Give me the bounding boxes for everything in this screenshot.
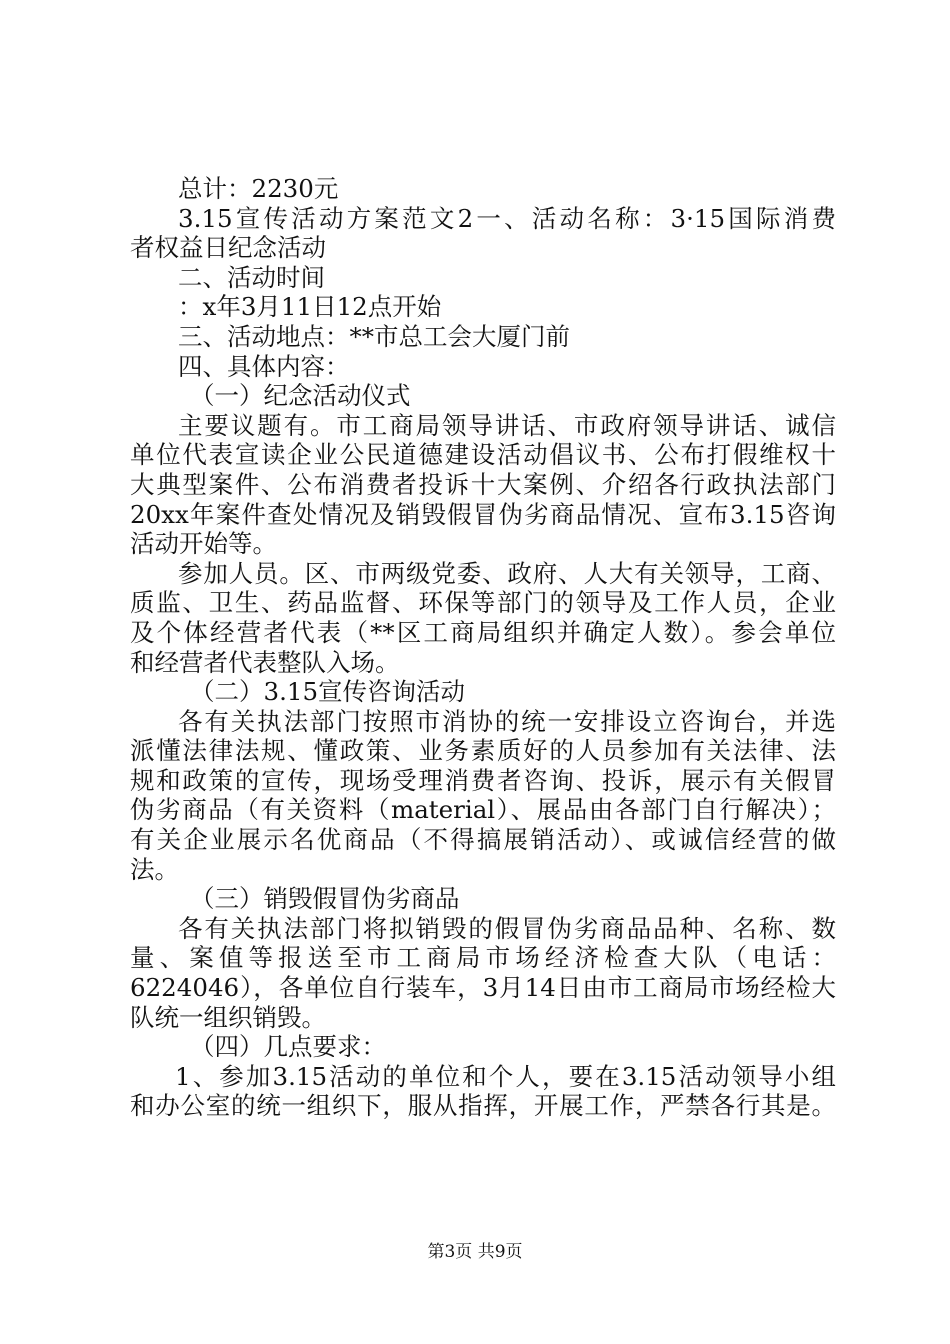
text-line: 派懂法律法规、懂政策、业务素质好的人员参加有关法律、法 <box>130 736 836 766</box>
text-line: 活动开始等。 <box>130 529 277 559</box>
heading-activity-time: 二、活动时间 <box>178 262 325 292</box>
heading-activity-location: 三、活动地点：**市总工会大厦门前 <box>178 321 570 351</box>
text-line: 规和政策的宣传，现场受理消费者咨询、投诉，展示有关假冒 <box>130 765 836 795</box>
page-number-footer: 第3页 共9页 <box>427 1242 523 1262</box>
text-line: 及个体经营者代表（**区工商局组织并确定人数）。参会单位 <box>130 617 836 647</box>
text-line: 和办公室的统一组织下，服从指挥，开展工作，严禁各行其是。 <box>130 1091 836 1121</box>
text-line: 法。 <box>130 854 179 884</box>
text-line: 伪劣商品（有关资料（material）、展品由各部门自行解决）； <box>130 795 836 825</box>
text-line-total: 总计：2230元 <box>178 174 339 203</box>
text-line: 单位代表宣读企业公民道德建设活动倡议书、公布打假维权十 <box>130 440 836 470</box>
subheading-destruction: （三）销毁假冒伪劣商品 <box>190 884 460 914</box>
text-line: 各有关执法部门将拟销毁的假冒伪劣商品品种、名称、数 <box>178 913 836 943</box>
text-line: 队统一组织销毁。 <box>130 1002 326 1032</box>
text-line: 有关企业展示名优商品（不得搞展销活动）、或诚信经营的做 <box>130 825 836 855</box>
text-line: 主要议题有。市工商局领导讲话、市政府领导讲话、诚信 <box>178 410 836 440</box>
text-line: 和经营者代表整队入场。 <box>130 647 400 677</box>
text-line: 各有关执法部门按照市消协的统一安排设立咨询台，并选 <box>178 706 836 736</box>
text-line: 量、案值等报送至市工商局市场经济检查大队（电话： <box>130 943 836 973</box>
document-body <box>130 174 836 1121</box>
text-line: 大典型案件、公布消费者投诉十大案例、介绍各行政执法部门 <box>130 469 836 499</box>
heading-specific-content: 四、具体内容： <box>178 351 350 381</box>
text-line: 者权益日纪念活动 <box>130 233 326 263</box>
text-line: 1、参加3.15活动的单位和个人，要在3.15活动领导小组 <box>175 1061 836 1091</box>
text-line: ：x年3月11日12点开始 <box>178 292 442 322</box>
text-line: 6224046），各单位自行装车，3月14日由市工商局市场经检大 <box>130 973 836 1003</box>
subheading-ceremony: （一）纪念活动仪式 <box>190 381 411 411</box>
text-line: 质监、卫生、药品监督、环保等部门的领导及工作人员，企业 <box>130 588 836 618</box>
text-line: 20xx年案件查处情况及销毁假冒伪劣商品情况、宣布3.15咨询 <box>130 499 836 529</box>
text-line: 参加人员。区、市两级党委、政府、人大有关领导，工商、 <box>178 558 836 588</box>
subheading-requirements: （四）几点要求： <box>190 1032 386 1062</box>
subheading-consultation: （二）3.15宣传咨询活动 <box>190 677 466 707</box>
text-line-title: 3.15宣传活动方案范文2一、活动名称：3·15国际消费 <box>178 203 836 233</box>
